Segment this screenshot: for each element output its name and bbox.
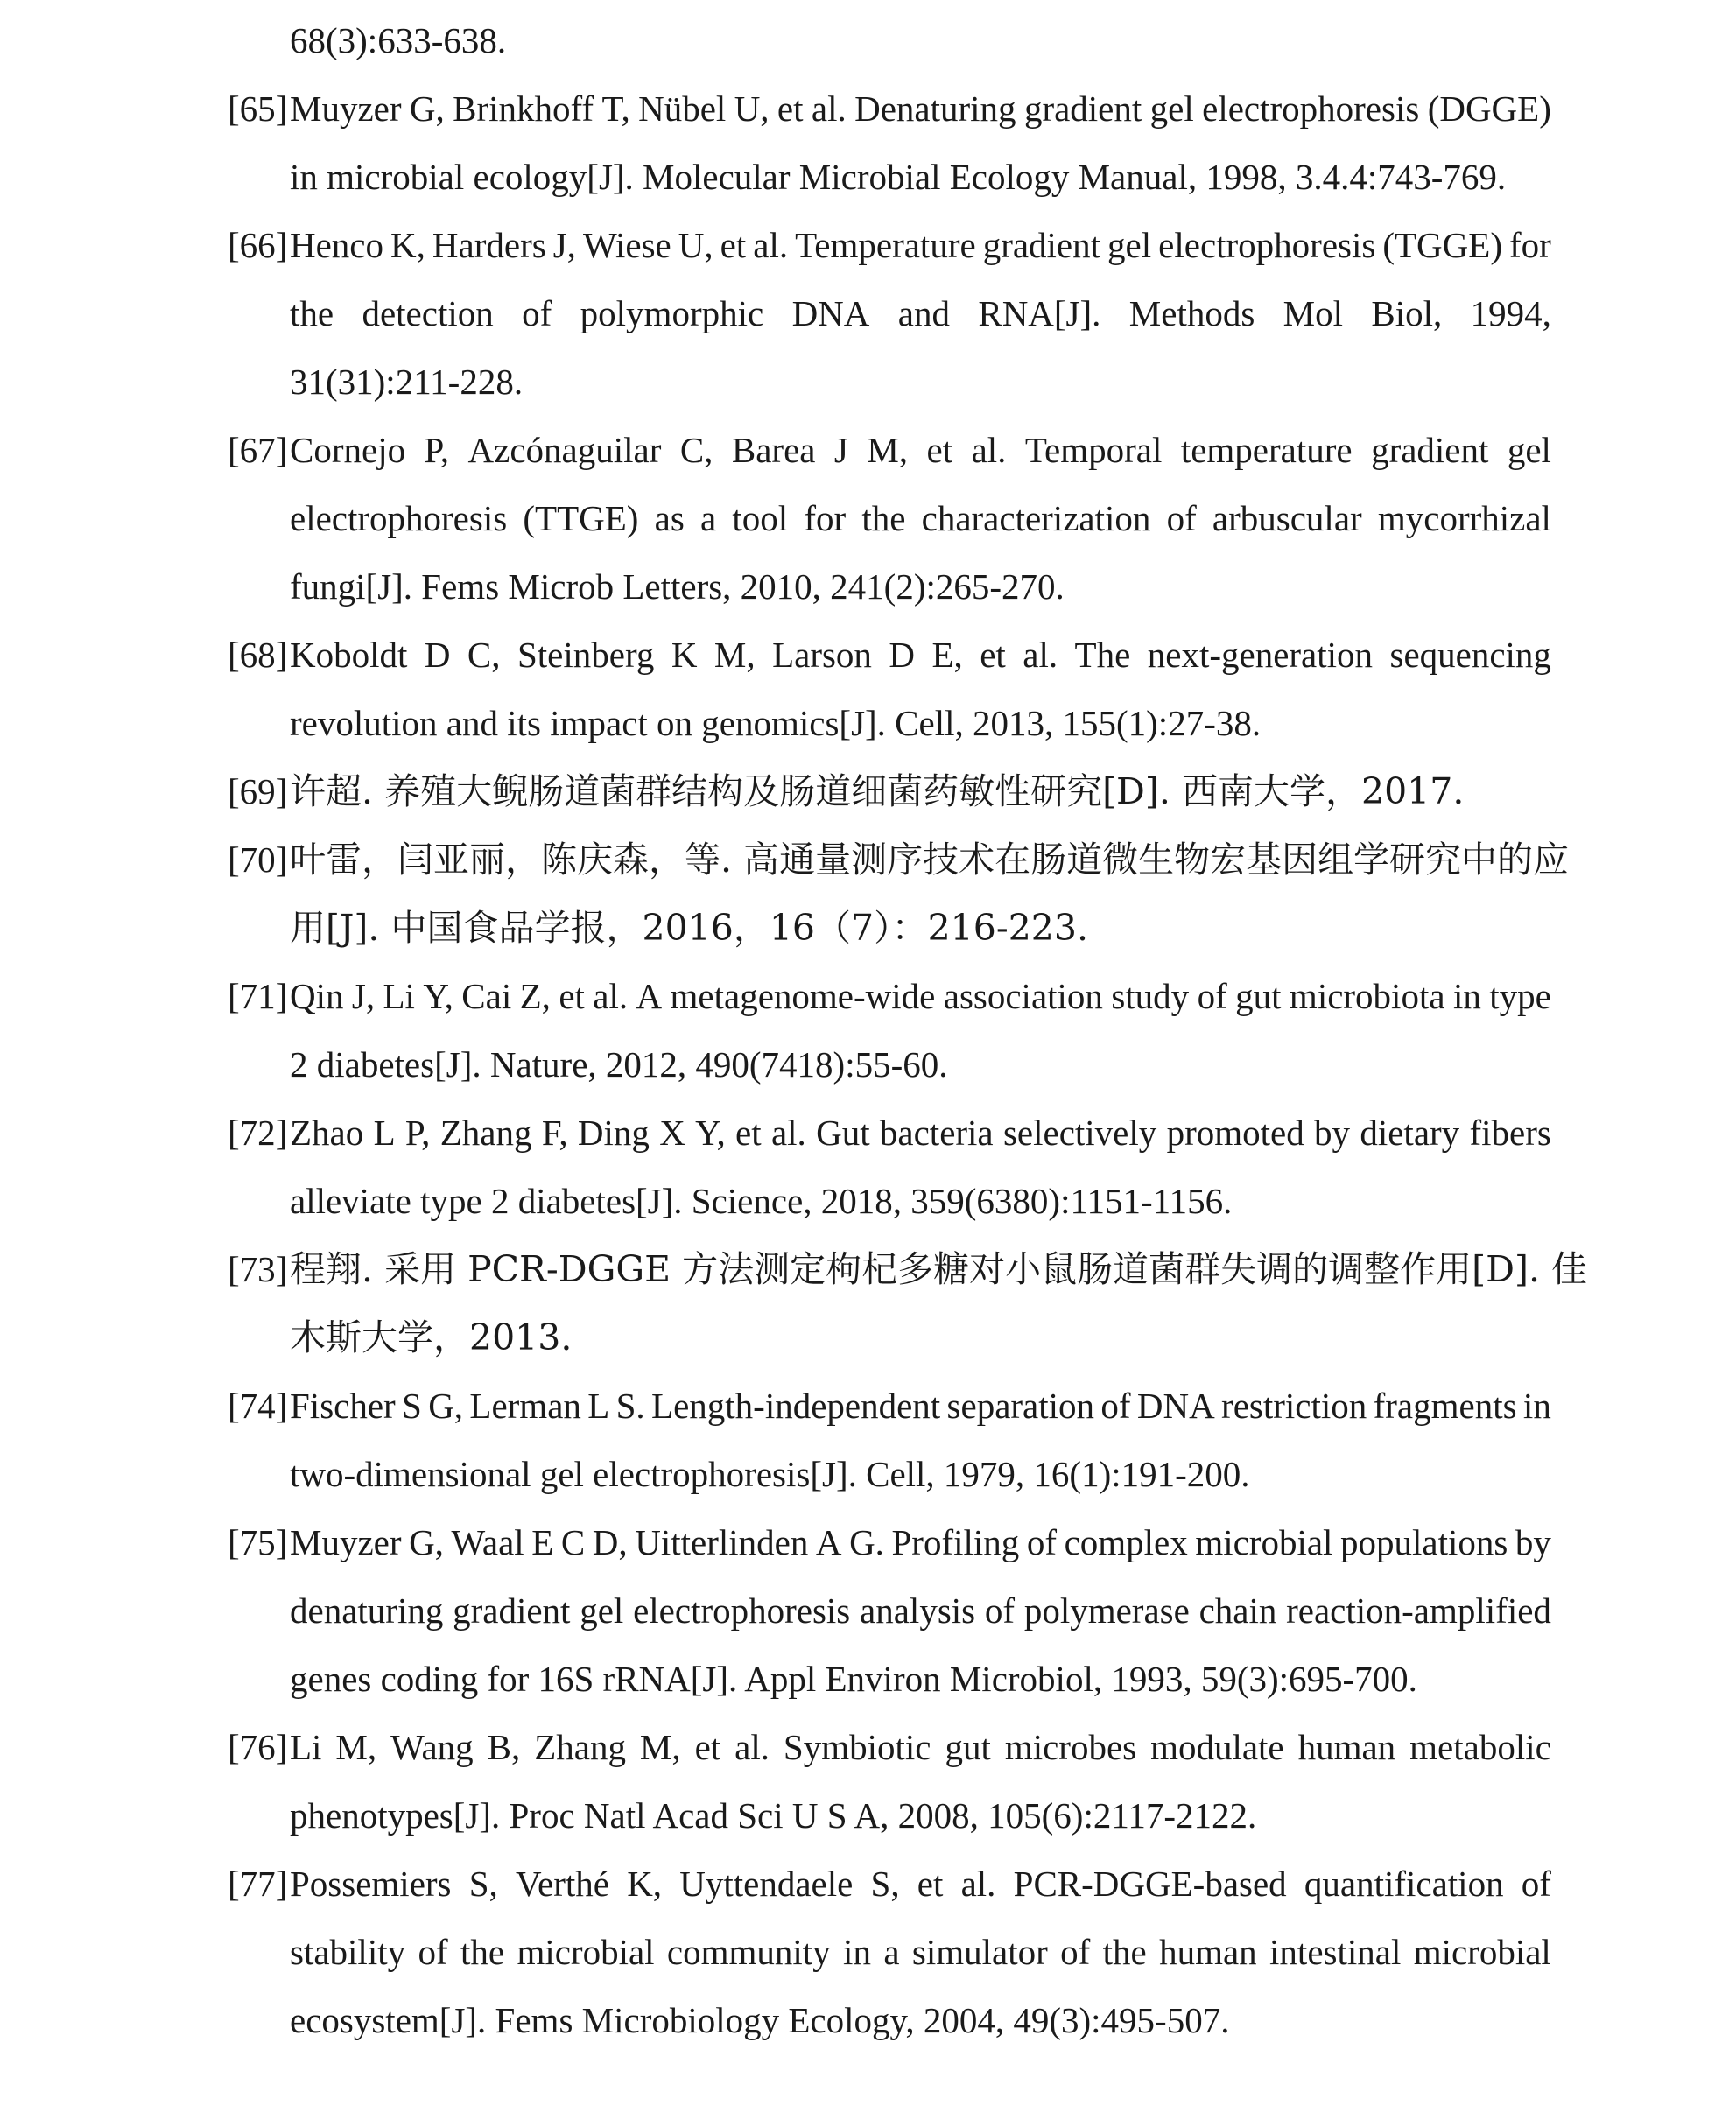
reference-77-line-2 (290, 1930, 1551, 1974)
word: (TGGE) (1382, 225, 1502, 265)
word: (DGGE) (1427, 88, 1551, 129)
word: The (1074, 635, 1131, 675)
word: G, (409, 1522, 444, 1562)
word: C (560, 1522, 586, 1562)
word: Uitterlinden (635, 1522, 809, 1562)
word: al. (734, 1727, 770, 1767)
reference-74-line-2: two-dimensional gel electrophoresis[J]. Cell, 1979, 16(1):191-200. (290, 1454, 1250, 1494)
reference-text-line (290, 1384, 1551, 1428)
word: modulate (1150, 1727, 1284, 1767)
word: S, (870, 1864, 900, 1904)
word: Mol (1283, 293, 1344, 333)
word: et (694, 1727, 721, 1767)
word: promoted (1166, 1113, 1304, 1153)
word: by (1515, 1522, 1551, 1562)
reference-text-line (290, 87, 1551, 130)
word: fibers (1469, 1113, 1551, 1153)
word: al. (960, 1864, 996, 1904)
word: E (531, 1522, 554, 1562)
word: Length-independent (651, 1386, 941, 1426)
reference-77-line-3: ecosystem[J]. Fems Microbiology Ecology, 2004, 49(3):495-507. (290, 2000, 1230, 2040)
word: of (1026, 1522, 1058, 1562)
reference-number: [68] (228, 635, 288, 675)
word: M, (335, 1727, 377, 1767)
word: of (418, 1932, 448, 1972)
word: and (897, 293, 950, 333)
word: reaction-amplified (1286, 1590, 1551, 1631)
reference-76-line-1 (228, 1725, 1551, 1769)
reference-69-line-1 (228, 769, 1551, 813)
reference-75-line-3: genes coding for 16S rRNA[J]. Appl Environ Microbiol, 1993, 59(3):695-700. (290, 1659, 1417, 1699)
reference-74-line-1 (228, 1384, 1551, 1428)
reference-76-line-2: phenotypes[J]. Proc Natl Acad Sci U S A, 2008, 105(6):2117-2122. (290, 1795, 1257, 1836)
reference-71-line-2: 2 diabetes[J]. Nature, 2012, 490(7418):55-60. (290, 1044, 948, 1085)
word: bacteria (879, 1113, 994, 1153)
word: human (1297, 1727, 1396, 1767)
word: of (1197, 976, 1227, 1016)
word: (TTGE) (523, 498, 639, 538)
word: Azcónaguilar (467, 430, 662, 470)
word: A (636, 976, 663, 1016)
reference-number: [71] (228, 976, 288, 1016)
word: J, (351, 976, 376, 1016)
word: electrophoresis (1202, 88, 1420, 129)
word: Henco (290, 225, 384, 265)
word: PCR-DGGE-based (1013, 1864, 1287, 1904)
reference-number: [70] (228, 839, 288, 880)
reference-number: [77] (228, 1864, 288, 1904)
word: M, (867, 430, 909, 470)
word: Waal (451, 1522, 524, 1562)
word: Profiling (891, 1522, 1020, 1562)
word: Lerman (469, 1386, 581, 1426)
reference-continuation-line: 68(3):633-638. (290, 20, 507, 60)
word: G, (409, 88, 445, 129)
word: Temporal (1024, 430, 1163, 470)
word: F, (541, 1113, 568, 1153)
word: association (943, 976, 1103, 1016)
word: for (1509, 225, 1551, 265)
reference-number: [73] (228, 1249, 288, 1289)
word: T, (601, 88, 630, 129)
word: fragments (1373, 1386, 1517, 1426)
word: DNA (1136, 1386, 1215, 1426)
word: Gut (816, 1113, 870, 1153)
word: denaturing (290, 1590, 444, 1631)
word: RNA[J]. (978, 293, 1101, 333)
word: characterization (921, 498, 1151, 538)
word: Zhang (534, 1727, 626, 1767)
word: al. (1023, 635, 1058, 675)
reference-66-line-3: 31(31):211-228. (290, 362, 524, 402)
word: type (1489, 976, 1551, 1016)
reference-number: [72] (228, 1113, 288, 1153)
word: et (926, 430, 953, 470)
word: selectively (1002, 1113, 1157, 1153)
word: Muyzer (290, 88, 402, 129)
word: M, (639, 1727, 681, 1767)
word: Harders (432, 225, 546, 265)
word: detection (362, 293, 494, 333)
word: Biol, (1371, 293, 1443, 333)
reference-70-line-2: 用[J]. 中国食品学报，2016，16（7）：216-223. (290, 907, 1088, 949)
reference-number: [75] (228, 1522, 288, 1562)
word: Methods (1128, 293, 1255, 333)
word: Barea (731, 430, 816, 470)
reference-text-line (290, 1520, 1551, 1564)
reference-text-line (290, 974, 1551, 1018)
word: tool (732, 498, 789, 538)
word: Temperature (795, 225, 976, 265)
word: community (666, 1932, 831, 1972)
word: electrophoresis (290, 498, 508, 538)
word: for (804, 498, 847, 538)
word: E, (931, 635, 963, 675)
word: electrophoresis (633, 1590, 851, 1631)
word: C, (679, 430, 713, 470)
word: chain (1198, 1590, 1277, 1631)
reference-number: [76] (228, 1727, 288, 1767)
word: D, (592, 1522, 628, 1562)
word: as (654, 498, 685, 538)
word: gel (1149, 88, 1194, 129)
word: of (1100, 1386, 1131, 1426)
word: Nübel (638, 88, 727, 129)
word: microbiota (1289, 976, 1445, 1016)
word: Muyzer (290, 1522, 402, 1562)
word: K (671, 635, 698, 675)
word: Brinkhoff (453, 88, 594, 129)
reference-text-line (290, 223, 1551, 267)
word: gradient (1371, 430, 1489, 470)
word: Uyttendaele (679, 1864, 854, 1904)
reference-71-line-1 (228, 974, 1551, 1018)
word: gut (945, 1727, 991, 1767)
reference-number: [69] (228, 771, 288, 811)
word: al. (753, 225, 789, 265)
word: et (917, 1864, 944, 1904)
word: intestinal (1269, 1932, 1402, 1972)
word: Li (290, 1727, 322, 1767)
word: in (1522, 1386, 1551, 1426)
word: et (559, 976, 585, 1016)
word: dietary (1360, 1113, 1460, 1153)
word: J, (552, 225, 576, 265)
word: arbuscular (1212, 498, 1362, 538)
word: the (460, 1932, 505, 1972)
word: in (843, 1932, 871, 1972)
word: Zhao (290, 1113, 364, 1153)
word: gradient (453, 1590, 571, 1631)
word: M, (713, 635, 756, 675)
word: Z, (519, 976, 551, 1016)
word: the (1102, 1932, 1147, 1972)
word: microbial (1413, 1932, 1551, 1972)
word: microbes (1004, 1727, 1137, 1767)
reference-72-line-1 (228, 1111, 1551, 1155)
word: mycorrhizal (1377, 498, 1551, 538)
reference-text-line (290, 1111, 1551, 1155)
word: analysis (860, 1590, 976, 1631)
reference-68-line-2: revolution and its impact on genomics[J]. Cell, 2013, 155(1):27-38. (290, 703, 1262, 743)
reference-65-line-1 (228, 87, 1551, 130)
word: gradient (1023, 88, 1142, 129)
word: G, (428, 1386, 464, 1426)
word: et (735, 1113, 762, 1153)
word: study (1111, 976, 1190, 1016)
word: Verthé (515, 1864, 609, 1904)
word: B, (487, 1727, 521, 1767)
reference-number: [66] (228, 225, 288, 265)
reference-70-line-1 (228, 838, 1570, 881)
word: the (861, 498, 906, 538)
word: Cai (461, 976, 512, 1016)
word: a (883, 1932, 900, 1972)
reference-68-line-1 (228, 633, 1551, 677)
word: temperature (1180, 430, 1353, 470)
word: gel (580, 1590, 624, 1631)
word: Ding (577, 1113, 650, 1153)
reference-73-line-1 (228, 1247, 1588, 1291)
word: stability (290, 1932, 406, 1972)
word: Larson (772, 635, 872, 675)
word: of (984, 1590, 1016, 1631)
word: Symbiotic (783, 1727, 931, 1767)
reference-text-line (290, 633, 1551, 677)
word: complex (1064, 1522, 1188, 1562)
word: next-generation (1147, 635, 1374, 675)
reference-text-line: 许超. 养殖大鲵肠道菌群结构及肠道细菌药敏性研究[D]. 西南大学，2017. (290, 770, 1465, 812)
word: metabolic (1409, 1727, 1551, 1767)
word: K, (390, 225, 425, 265)
word: quantification (1304, 1864, 1504, 1904)
word: al. (971, 430, 1007, 470)
reference-67-line-2 (290, 496, 1551, 540)
reference-number: [67] (228, 430, 288, 470)
word: P, (404, 1113, 431, 1153)
word: restriction (1221, 1386, 1367, 1426)
word: Li (383, 976, 415, 1016)
reference-text-line: 程翔. 采用 PCR-DGGE 方法测定枸杞多糖对小鼠肠道菌群失调的调整作用[D]. 佳 (290, 1248, 1588, 1290)
word: Fischer (290, 1386, 396, 1426)
word: et (980, 635, 1006, 675)
reference-66-line-2 (290, 291, 1551, 335)
reference-65-line-2: in microbial ecology[J]. Molecular Microbial Ecology Manual, 1998, 3.4.4:743-769. (290, 157, 1507, 197)
word: sequencing (1389, 635, 1551, 675)
word: S (402, 1386, 422, 1426)
word: of (1521, 1864, 1551, 1904)
word: al. (811, 88, 847, 129)
word: gel (1107, 225, 1152, 265)
word: D (889, 635, 915, 675)
word: Possemiers (290, 1864, 452, 1904)
reference-text-line (290, 1862, 1551, 1906)
word: populations (1340, 1522, 1508, 1562)
word: DNA (791, 293, 870, 333)
reference-number: [74] (228, 1386, 288, 1426)
reference-67-line-3: fungi[J]. Fems Microb Letters, 2010, 241(2):265-270. (290, 566, 1065, 607)
word: et (777, 88, 804, 129)
word: S. (615, 1386, 645, 1426)
word: U, (678, 225, 713, 265)
word: polymerase (1023, 1590, 1190, 1631)
word: simulator (911, 1932, 1048, 1972)
word: K, (627, 1864, 663, 1904)
reference-text-line: 叶雷，闫亚丽，陈庆森，等. 高通量测序技术在肠道微生物宏基因组学研究中的应 (290, 839, 1570, 881)
word: Y, (695, 1113, 726, 1153)
word: L (587, 1386, 610, 1426)
word: Denaturing (854, 88, 1016, 129)
word: of (522, 293, 552, 333)
word: S, (468, 1864, 498, 1904)
word: G. (849, 1522, 884, 1562)
word: U, (734, 88, 770, 129)
word: separation (946, 1386, 1095, 1426)
reference-text-line (290, 428, 1551, 472)
reference-text-line (290, 1725, 1551, 1769)
word: metagenome-wide (670, 976, 936, 1016)
word: polymorphic (580, 293, 764, 333)
reference-75-line-1 (228, 1520, 1551, 1564)
reference-73-line-2: 木斯大学，2013. (290, 1316, 573, 1358)
word: microbial (517, 1932, 655, 1972)
reference-77-line-1 (228, 1862, 1551, 1906)
word: Steinberg (517, 635, 655, 675)
word: of (1166, 498, 1197, 538)
word: microbial (1195, 1522, 1333, 1562)
word: by (1314, 1113, 1351, 1153)
word: human (1159, 1932, 1257, 1972)
word: Wang (390, 1727, 474, 1767)
word: L (373, 1113, 396, 1153)
word: J (833, 430, 848, 470)
reference-72-line-2: alleviate type 2 diabetes[J]. Science, 2018, 359(6380):1151-1156. (290, 1181, 1233, 1221)
word: the (290, 293, 334, 333)
word: X (659, 1113, 685, 1153)
word: gut (1235, 976, 1282, 1016)
word: a (699, 498, 717, 538)
reference-67-line-1 (228, 428, 1551, 472)
word: C, (467, 635, 501, 675)
word: Qin (290, 976, 344, 1016)
word: Y, (423, 976, 453, 1016)
word: D (424, 635, 451, 675)
word: et (720, 225, 747, 265)
word: A (815, 1522, 842, 1562)
word: al. (770, 1113, 806, 1153)
word: gel (1507, 430, 1551, 470)
word: gradient (982, 225, 1101, 265)
word: electrophoresis (1158, 225, 1376, 265)
word: Zhang (439, 1113, 532, 1153)
word: al. (593, 976, 629, 1016)
word: of (1060, 1932, 1091, 1972)
word: Koboldt (290, 635, 408, 675)
word: Wiese (582, 225, 671, 265)
word: in (1452, 976, 1481, 1016)
word: Cornejo (290, 430, 406, 470)
reference-75-line-2 (290, 1589, 1551, 1632)
reference-66-line-1 (228, 223, 1551, 267)
word: 1994, (1470, 293, 1551, 333)
word: P, (424, 430, 450, 470)
reference-number: [65] (228, 88, 288, 129)
